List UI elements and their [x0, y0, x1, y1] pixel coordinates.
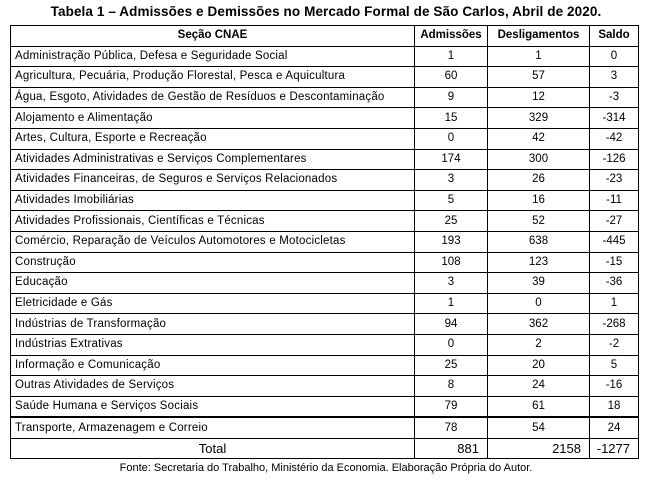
cell-secao: Indústrias de Transformação: [11, 314, 415, 335]
table-row: [11, 128, 639, 149]
cell-desligamentos: 26: [488, 170, 590, 191]
cell-admissoes: 0: [415, 128, 488, 149]
cell-admissoes: 79: [415, 396, 488, 417]
total-row: [11, 438, 639, 458]
cell-admissoes: 108: [415, 252, 488, 273]
table-title: Tabela 1 – Admissões e Demissões no Mercado Formal de São Carlos, Abril de 2020.: [50, 4, 602, 19]
cell-desligamentos: 39: [488, 273, 590, 294]
cell-admissoes: 78: [415, 417, 488, 438]
cell-desligamentos: 362: [488, 314, 590, 335]
cell-secao: Água, Esgoto, Atividades de Gestão de Resíduos e Descontaminação: [11, 87, 415, 108]
table-row: [11, 190, 639, 211]
table-row: [11, 46, 639, 67]
cell-saldo: 5: [590, 355, 639, 376]
cell-admissoes: 9: [415, 87, 488, 108]
cell-secao: Atividades Profissionais, Científicas e Técnicas: [11, 211, 415, 232]
total-label: Total: [11, 438, 415, 458]
cell-saldo: -15: [590, 252, 639, 273]
cell-desligamentos: 20: [488, 355, 590, 376]
cell-saldo: -42: [590, 128, 639, 149]
table-row: [11, 252, 639, 273]
cell-admissoes: 5: [415, 190, 488, 211]
cell-secao: Eletricidade e Gás: [11, 293, 415, 314]
cell-saldo: -36: [590, 273, 639, 294]
cell-desligamentos: 57: [488, 67, 590, 88]
cell-saldo: 3: [590, 67, 639, 88]
cell-desligamentos: 12: [488, 87, 590, 108]
table-row: [11, 149, 639, 170]
cell-saldo: -16: [590, 376, 639, 397]
header-row: [11, 26, 639, 47]
cell-admissoes: 174: [415, 149, 488, 170]
cell-saldo: -314: [590, 108, 639, 129]
total-desligamentos: 2158: [488, 438, 590, 458]
table-row: [11, 67, 639, 88]
cell-saldo: -2: [590, 334, 639, 355]
cell-saldo: -27: [590, 211, 639, 232]
table-row: [11, 334, 639, 355]
cell-admissoes: 15: [415, 108, 488, 129]
cell-saldo: -445: [590, 231, 639, 252]
cell-admissoes: 1: [415, 46, 488, 67]
table-row: [11, 170, 639, 191]
header-desligamentos: Desligamentos: [488, 26, 590, 47]
header-admissoes: Admissões: [415, 26, 488, 47]
cell-saldo: -126: [590, 149, 639, 170]
cell-desligamentos: 52: [488, 211, 590, 232]
cell-admissoes: 1: [415, 293, 488, 314]
source-note: Fonte: Secretaria do Trabalho, Ministério da Economia. Elaboração Própria do Autor.: [119, 462, 533, 474]
cell-desligamentos: 123: [488, 252, 590, 273]
cell-secao: Outras Atividades de Serviços: [11, 376, 415, 397]
cell-desligamentos: 54: [488, 417, 590, 438]
cell-secao: Agricultura, Pecuária, Produção Florestal, Pesca e Aquicultura: [11, 67, 415, 88]
table-row: [11, 396, 639, 417]
table-row: [11, 376, 639, 397]
cell-saldo: -268: [590, 314, 639, 335]
table-row: [11, 87, 639, 108]
cell-secao: Transporte, Armazenagem e Correio: [11, 417, 415, 438]
cell-saldo: -3: [590, 87, 639, 108]
table-row: [11, 293, 639, 314]
header-saldo: Saldo: [590, 26, 639, 47]
cell-desligamentos: 42: [488, 128, 590, 149]
data-table: [10, 25, 639, 459]
cell-secao: Artes, Cultura, Esporte e Recreação: [11, 128, 415, 149]
cell-desligamentos: 329: [488, 108, 590, 129]
total-admissoes: 881: [415, 438, 488, 458]
cell-desligamentos: 300: [488, 149, 590, 170]
table-row: [11, 314, 639, 335]
cell-desligamentos: 2: [488, 334, 590, 355]
cell-desligamentos: 1: [488, 46, 590, 67]
cell-secao: Atividades Financeiras, de Seguros e Serviços Relacionados: [11, 170, 415, 191]
cell-admissoes: 94: [415, 314, 488, 335]
cell-saldo: 18: [590, 396, 639, 417]
cell-secao: Saúde Humana e Serviços Sociais: [11, 396, 415, 417]
cell-saldo: -23: [590, 170, 639, 191]
cell-secao: Administração Pública, Defesa e Seguridade Social: [11, 46, 415, 67]
cell-admissoes: 25: [415, 211, 488, 232]
cell-secao: Informação e Comunicação: [11, 355, 415, 376]
cell-desligamentos: 16: [488, 190, 590, 211]
total-saldo: -1277: [590, 438, 639, 458]
cell-secao: Alojamento e Alimentação: [11, 108, 415, 129]
cell-saldo: 24: [590, 417, 639, 438]
cell-secao: Educação: [11, 273, 415, 294]
table-row: [11, 231, 639, 252]
cell-secao: Construção: [11, 252, 415, 273]
header-secao: Seção CNAE: [11, 26, 415, 47]
cell-admissoes: 3: [415, 273, 488, 294]
table-row: [11, 211, 639, 232]
cell-admissoes: 0: [415, 334, 488, 355]
cell-desligamentos: 0: [488, 293, 590, 314]
table-row: [11, 355, 639, 376]
cell-saldo: 0: [590, 46, 639, 67]
table-row: [11, 273, 639, 294]
cell-desligamentos: 638: [488, 231, 590, 252]
cell-admissoes: 193: [415, 231, 488, 252]
cell-secao: Indústrias Extrativas: [11, 334, 415, 355]
cell-admissoes: 8: [415, 376, 488, 397]
cell-desligamentos: 61: [488, 396, 590, 417]
cell-saldo: 1: [590, 293, 639, 314]
cell-secao: Comércio, Reparação de Veículos Automotores e Motocicletas: [11, 231, 415, 252]
cell-desligamentos: 24: [488, 376, 590, 397]
cell-saldo: -11: [590, 190, 639, 211]
table-row: [11, 108, 639, 129]
cell-admissoes: 3: [415, 170, 488, 191]
cell-secao: Atividades Imobiliárias: [11, 190, 415, 211]
table-row: [11, 417, 639, 438]
cell-secao: Atividades Administrativas e Serviços Complementares: [11, 149, 415, 170]
cell-admissoes: 25: [415, 355, 488, 376]
cell-admissoes: 60: [415, 67, 488, 88]
